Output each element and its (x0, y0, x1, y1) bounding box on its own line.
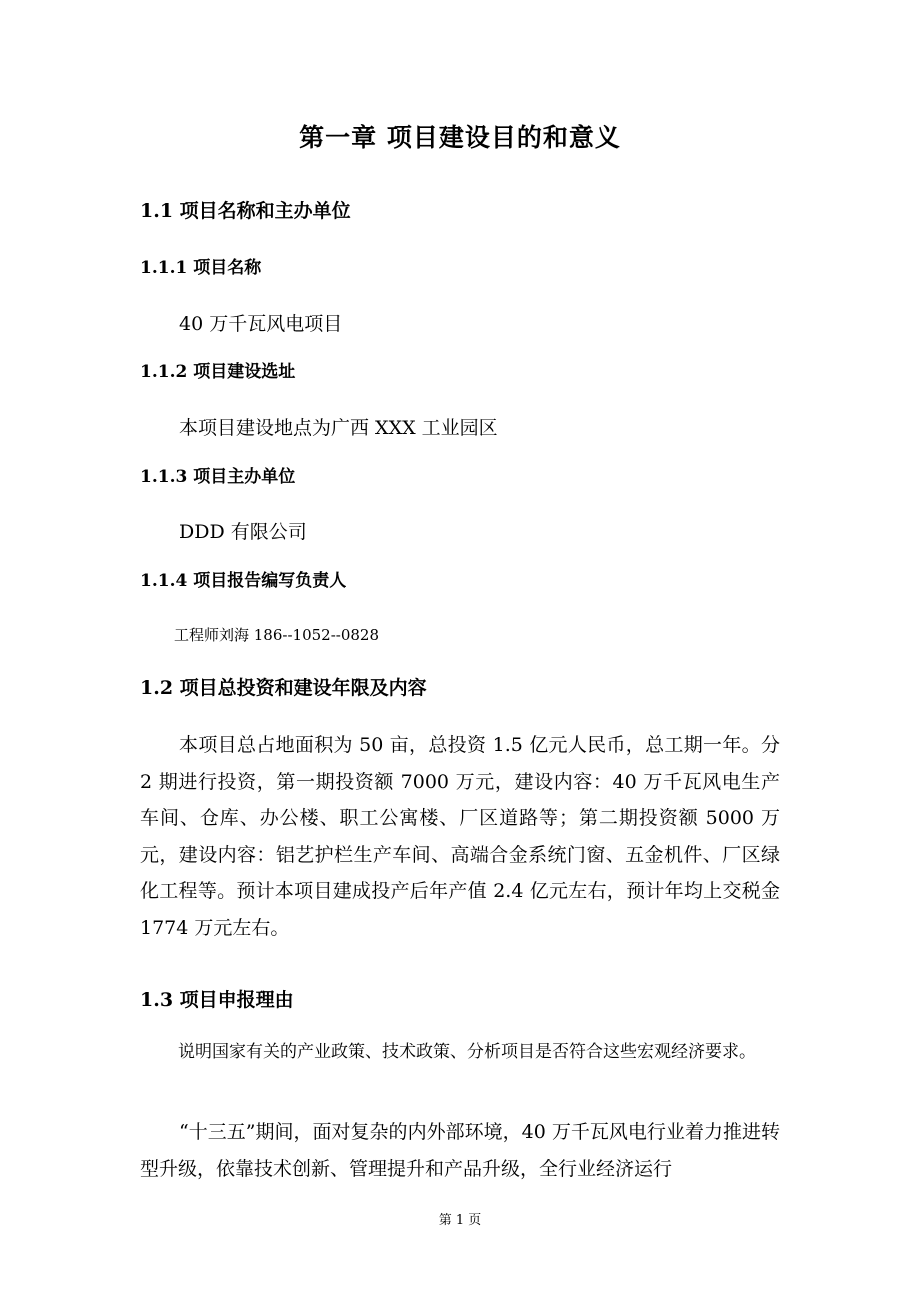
project-site-text: 本项目建设地点为广西 XXX 工业园区 (179, 417, 498, 439)
section-heading-1-1-4: 1.1.4 项目报告编写负责人 (140, 571, 347, 591)
section-heading-1-1-3: 1.1.3 项目主办单位 (140, 467, 296, 487)
page-number: 第 1 页 (438, 1213, 482, 1228)
report-author-text: 工程师刘海 186--1052--0828 (174, 626, 380, 644)
section-heading-1-1-1: 1.1.1 项目名称 (140, 258, 262, 278)
reason-intro-paragraph: 说明国家有关的产业政策、技术政策、分析项目是否符合这些宏观经济要求。 (178, 1042, 756, 1062)
section-heading-1-3: 1.3 项目申报理由 (140, 989, 294, 1011)
reason-paragraph: “十三五”期间，面对复杂的内外部环境，40 万千瓦风电行业着力推进转型升级，依靠技术创新、管理提升和产品升级，全行业经济运行 (140, 1121, 780, 1180)
section-heading-1-1-2: 1.1.2 项目建设选址 (140, 362, 296, 382)
chapter-title: 第一章 项目建设目的和意义 (299, 123, 621, 152)
investment-paragraph: 本项目总占地面积为 50 亩，总投资 1.5 亿元人民币，总工期一年。分 2 期进行投资，第一期投资额 7000 万元，建设内容：40 万千瓦风电生产车间、仓库、办公楼、职工公寓楼、厂区道路等；第二期投资额 5000 万元，建设内容：铝艺护栏生产车间、高端合金系统门窗、五金机件、厂区绿化工程等。预计本项目建成投产后年产值 2.4 亿元左右，预计年均上交税金 1774 万元左右。 (140, 734, 780, 939)
project-name-text: 40 万千瓦风电项目 (179, 313, 343, 335)
sponsor-text: DDD 有限公司 (179, 521, 307, 543)
section-heading-1-2: 1.2 项目总投资和建设年限及内容 (140, 677, 427, 699)
section-heading-1-1: 1.1 项目名称和主办单位 (140, 200, 351, 222)
